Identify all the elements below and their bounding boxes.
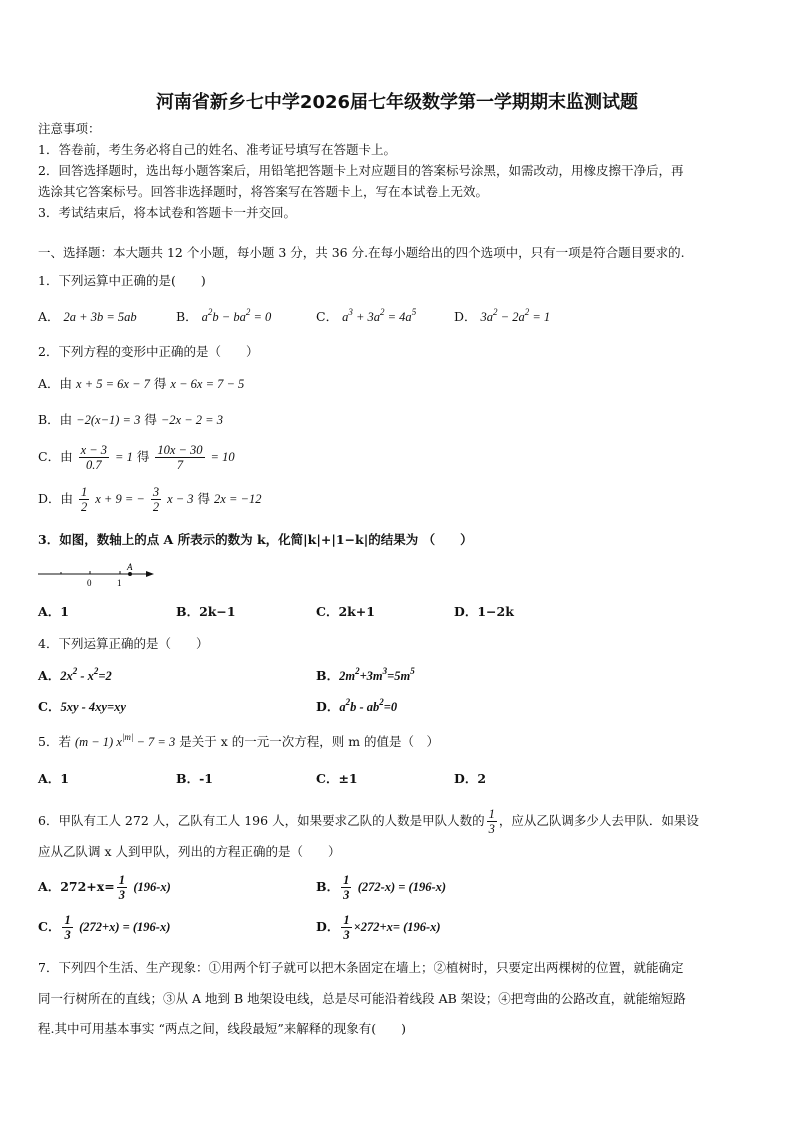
option-label: D．由 — [38, 491, 74, 506]
fraction: $\frac{1}{3}$ — [343, 873, 350, 902]
option-label: C． — [38, 699, 61, 714]
notice-item-1: 1．答卷前，考生务必将自己的姓名、准考证号填写在答题卡上。 — [38, 142, 396, 157]
q5-stem — [38, 734, 439, 750]
notice-item-3: 3．考试结束后，将本试卷和答题卡一并交回。 — [38, 205, 296, 220]
tick-label-0: 0 — [87, 578, 92, 588]
connector-text: 得 — [197, 491, 211, 506]
q3-option-b[interactable]: B．2k−1 — [176, 604, 236, 619]
math-expr: 2x = −12 — [214, 492, 262, 506]
math-expr: $a^3 + 3a^2 = 4a^5$ — [342, 307, 417, 324]
option-label: C．由 — [38, 449, 73, 464]
q6-option-a[interactable] — [38, 873, 171, 902]
q1-option-a[interactable] — [38, 309, 137, 325]
q3-option-c[interactable]: C．2k+1 — [316, 604, 375, 619]
math-expr: 5xy - 4xy=xy — [60, 700, 126, 714]
math-expr: x − 6x = 7 − 5 — [170, 377, 245, 391]
q1-option-d[interactable] — [454, 309, 550, 325]
math-expr: −2x − 2 = 3 — [160, 413, 223, 427]
option-label: A． — [38, 309, 60, 324]
fraction: $\frac{1}{3}$ — [343, 913, 350, 942]
stem-text: ，应从乙队调多少人去甲队．如果设 — [498, 813, 699, 828]
fraction: $\frac{1}{3}$ — [64, 913, 71, 942]
connector-text: 得 — [153, 376, 167, 391]
q1-option-c[interactable] — [316, 309, 416, 325]
option-label: D． — [454, 309, 477, 324]
q5-option-c[interactable]: C．±1 — [316, 771, 358, 786]
q4-option-a[interactable] — [38, 668, 112, 684]
q4-option-b[interactable] — [316, 668, 415, 684]
math-expr: (m − 1) $x^{|m|} - 7 = 3$ — [74, 732, 176, 749]
math-expr: x + 5 = 6x − 7 — [76, 377, 150, 391]
fraction: $\frac{10x - 30}{7}$ — [157, 443, 203, 472]
q3-stem: 3．如图，数轴上的点 A 所表示的数为 k，化简|k|+|1−k|的结果为 （ ） — [38, 532, 473, 547]
connector-text: 得 — [144, 412, 157, 427]
q6-option-c[interactable] — [38, 913, 170, 942]
math-expr: (272+x) = (196-x) — [79, 920, 171, 934]
math-expr: 2a + 3b = 5ab — [63, 310, 137, 324]
math-expr: 272+x= — [60, 879, 115, 894]
fraction: $\frac{3}{2}$ — [152, 485, 160, 514]
connector-text: 得 — [136, 449, 150, 464]
q3-option-d[interactable]: D．1−2k — [454, 604, 514, 619]
q4-option-d[interactable] — [316, 699, 397, 715]
notice-item-2-cont: 选涂其它答案标号。回答非选择题时，将答案写在答题卡上，写在本试卷上无效。 — [38, 184, 489, 199]
option-label: B． — [316, 879, 340, 894]
option-label: C． — [38, 919, 61, 934]
q7-stem-line1: 7．下列四个生活、生产现象：①用两个钉子就可以把木条固定在墙上；②植树时，只要定出两棵树的位置，就能确定 — [38, 960, 684, 975]
notice-item-2: 2．回答选择题时，选出每小题答案后，用铅笔把答题卡上对应题目的答案标号涂黑，如需改动，用橡皮擦干净后，再 — [38, 163, 684, 178]
point-a-label: A — [127, 562, 133, 572]
q5-option-d[interactable]: D．2 — [454, 771, 487, 786]
stem-text: 6．甲队有工人 272 人，乙队有工人 196 人，如果要求乙队的人数是甲队人数的 — [38, 813, 485, 828]
fraction: $\frac{1}{3}$ — [118, 873, 125, 902]
q6-option-d[interactable] — [316, 913, 441, 942]
notice-header: 注意事项： — [38, 121, 101, 136]
stem-text: 5．若 — [38, 734, 71, 749]
option-label: A． — [38, 668, 61, 683]
q7-stem-line3: 程.其中可用基本事实 “两点之间，线段最短”来解释的现象有( ) — [38, 1021, 406, 1036]
math-expr: x − 3 — [167, 492, 194, 506]
q2-option-b[interactable] — [38, 412, 223, 428]
math-expr: $a^2b - ba^2 = 0$ — [201, 307, 272, 324]
math-expr: = 1 — [115, 450, 133, 464]
option-label: D． — [316, 699, 340, 714]
math-expr: $2x^2 - x^2=2$ — [60, 666, 112, 683]
math-expr: ×272+x= (196-x) — [353, 920, 441, 934]
number-line-figure — [36, 560, 166, 588]
option-label: A．由 — [38, 376, 73, 391]
option-label: B．由 — [38, 412, 73, 427]
math-expr: $2m^2+3m^3=5m^5$ — [339, 666, 415, 683]
point-a — [128, 572, 132, 576]
q2-option-d[interactable] — [38, 485, 261, 514]
q7-stem-line2: 同一行树所在的直线；③从 A 地到 B 地架设电线，总是尽可能沿着线段 AB 架设；④把弯曲的公路改直，就能缩短路 — [38, 991, 686, 1006]
q5-option-a[interactable]: A．1 — [38, 771, 69, 786]
stem-text: 是关于 x 的一元一次方程，则 m 的值是（ ） — [179, 734, 440, 749]
math-expr: $a^2b - ab^2=0$ — [339, 697, 398, 714]
fraction: $\frac{1}{2}$ — [81, 485, 88, 514]
q4-option-c[interactable] — [38, 699, 126, 715]
q1-option-b[interactable] — [176, 309, 271, 325]
option-label: C． — [316, 309, 339, 324]
page-title: 河南省新乡七中学2026届七年级数学第一学期期末监测试题 — [155, 92, 639, 113]
q6-stem-line1 — [38, 807, 699, 836]
option-label: B． — [316, 668, 340, 683]
q5-option-b[interactable]: B．-1 — [176, 771, 213, 786]
tick-label-1: 1 — [117, 578, 122, 588]
math-expr: (196-x) — [133, 880, 171, 894]
q4-stem: 4．下列运算正确的是（ ） — [38, 636, 209, 651]
q6-option-b[interactable] — [316, 873, 446, 902]
q2-option-a[interactable] — [38, 376, 244, 392]
q3-option-a[interactable]: A．1 — [38, 604, 69, 619]
arrow-head-icon — [146, 571, 154, 577]
q6-stem-line2: 应从乙队调 x 人到甲队，列出的方程正确的是（ ） — [38, 844, 341, 859]
math-expr: $3a^2 - 2a^2 = 1$ — [480, 307, 551, 324]
math-expr: −2(x−1) = 3 — [76, 413, 141, 427]
option-label: D． — [316, 919, 340, 934]
fraction: $\frac{x - 3}{0.7}$ — [80, 443, 108, 472]
section-heading: 一、选择题：本大题共 12 个小题，每小题 3 分，共 36 分.在每小题给出的四个选项中，只有一项是符合题目要求的. — [38, 245, 685, 260]
math-expr: = 10 — [210, 450, 235, 464]
math-expr: x + 9 = − — [95, 492, 145, 506]
q2-stem: 2．下列方程的变形中正确的是（ ） — [38, 344, 259, 359]
option-label: A． — [38, 879, 61, 894]
option-label: B． — [176, 309, 198, 324]
q2-option-c[interactable] — [38, 443, 235, 472]
q1-stem: 1．下列运算中正确的是( ) — [38, 273, 206, 288]
fraction: $\frac{1}{3}$ — [488, 807, 495, 836]
math-expr: (272-x) = (196-x) — [357, 880, 447, 894]
